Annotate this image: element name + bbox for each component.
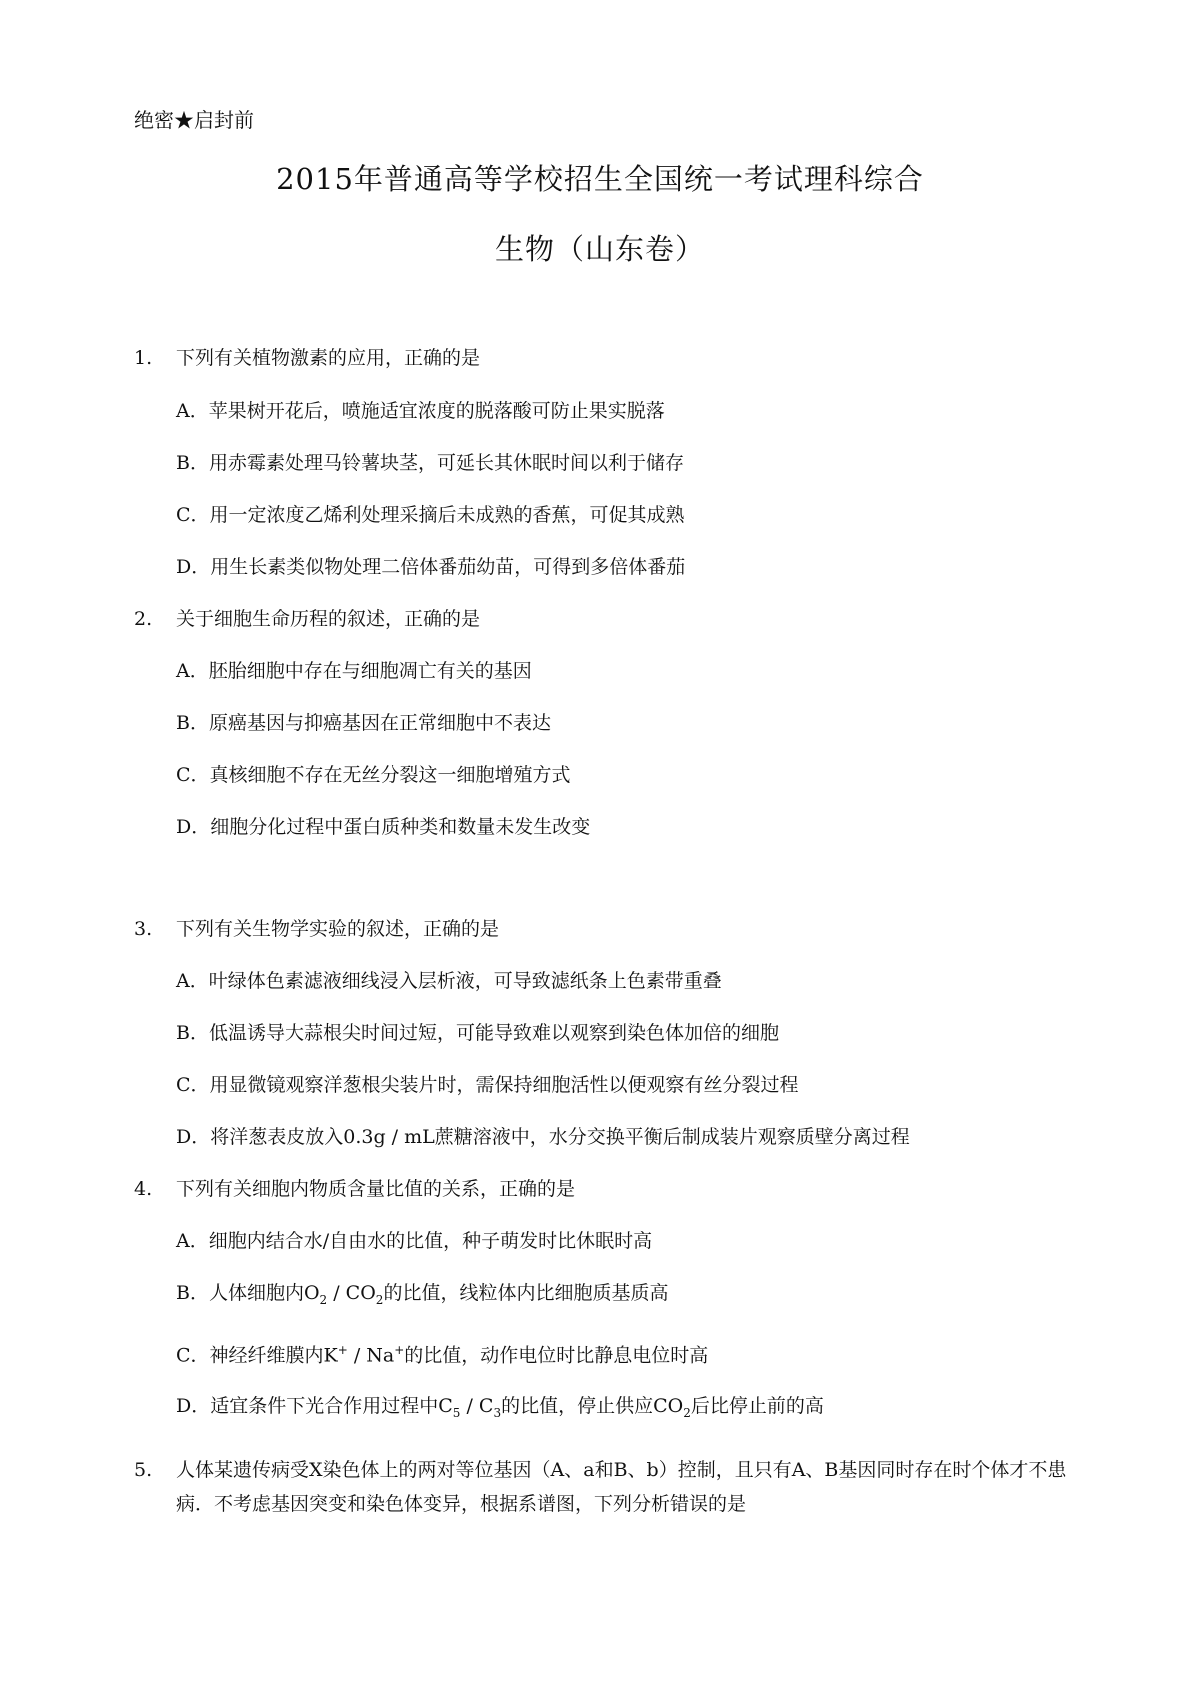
question-4-option-d — [176, 1393, 824, 1427]
question-1-option-c: C．用一定浓度乙烯利处理采摘后未成熟的香蕉，可促其成熟 — [176, 504, 685, 526]
subscript: 2 — [683, 1405, 691, 1420]
question-text: 关于细胞生命历程的叙述，正确的是 — [176, 608, 481, 630]
subscript: 2 — [375, 1292, 384, 1307]
confidential-label: 绝密★启封前 — [134, 108, 254, 132]
subscript: 5 — [452, 1405, 461, 1420]
question-2-option-a: A．胚胎细胞中存在与细胞凋亡有关的基因 — [176, 660, 532, 682]
question-3-option-b: B．低温诱导大蒜根尖时间过短，可能导致难以观察到染色体加倍的细胞 — [176, 1022, 779, 1044]
question-2-option-d: D．细胞分化过程中蛋白质种类和数量未发生改变 — [176, 816, 591, 838]
question-2-option-b: B．原癌基因与抑癌基因在正常细胞中不表达 — [176, 712, 551, 734]
question-1-option-a: A．苹果树开花后，喷施适宜浓度的脱落酸可防止果实脱落 — [176, 400, 665, 422]
question-5-stem — [134, 1453, 1084, 1521]
question-1-stem — [134, 345, 480, 372]
question-number: 1. — [134, 347, 153, 369]
question-text: 人体某遗传病受X染色体上的两对等位基因（A、a和B、b）控制，且只有A、B基因同时存在时个体才不患病．不考虑基因突变和染色体变异，根据系谱图，下列分析错误的是 — [176, 1459, 1067, 1515]
superscript: + — [394, 1343, 405, 1357]
question-4-stem — [134, 1176, 575, 1203]
question-1-option-b: B．用赤霉素处理马铃薯块茎，可延长其休眠时间以利于储存 — [176, 452, 684, 474]
exam-title: 2015年普通高等学校招生全国统一考试理科综合 — [276, 162, 924, 196]
question-3-option-c: C．用显微镜观察洋葱根尖装片时，需保持细胞活性以便观察有丝分裂过程 — [176, 1074, 799, 1096]
option-text: / C — [460, 1395, 494, 1417]
subscript: 2 — [319, 1292, 328, 1307]
question-4-option-b — [176, 1280, 668, 1314]
exam-subtitle: 生物（山东卷） — [494, 232, 705, 266]
question-text: 下列有关细胞内物质含量比值的关系，正确的是 — [176, 1178, 576, 1200]
question-4-option-c — [176, 1337, 708, 1369]
question-1-option-d: D．用生长素类似物处理二倍体番茄幼苗，可得到多倍体番茄 — [176, 556, 686, 578]
question-number: 3. — [134, 918, 153, 940]
question-2-option-c: C．真核细胞不存在无丝分裂这一细胞增殖方式 — [176, 764, 571, 786]
question-number: 2. — [134, 608, 153, 630]
option-text: 的比值，动作电位时比静息电位时高 — [404, 1344, 709, 1367]
superscript: + — [337, 1343, 348, 1357]
option-text: C．神经纤维膜内K — [176, 1344, 338, 1367]
option-text: D．适宜条件下光合作用过程中C — [176, 1395, 453, 1417]
question-3-option-a: A．叶绿体色素滤液细线浸入层析液，可导致滤纸条上色素带重叠 — [176, 970, 722, 992]
option-text: 的比值，线粒体内比细胞质基质高 — [383, 1282, 669, 1304]
question-2-stem — [134, 606, 480, 633]
option-text: / Na — [347, 1344, 395, 1367]
subscript: 3 — [493, 1405, 502, 1420]
question-3-option-d: D．将洋葱表皮放入0.3g / mL蔗糖溶液中，水分交换平衡后制成装片观察质壁分离过程 — [176, 1126, 910, 1148]
question-3-stem — [134, 916, 499, 943]
option-text: 的比值，停止供应CO — [501, 1395, 684, 1417]
question-4-option-a: A．细胞内结合水/自由水的比值，种子萌发时比休眠时高 — [176, 1230, 653, 1252]
question-text: 下列有关植物激素的应用，正确的是 — [176, 347, 481, 369]
option-text: / CO — [327, 1282, 376, 1304]
question-number: 4. — [134, 1178, 153, 1200]
question-text: 下列有关生物学实验的叙述，正确的是 — [176, 918, 500, 940]
option-text: B．人体细胞内O — [176, 1282, 320, 1304]
question-number: 5. — [134, 1459, 153, 1481]
option-text: 后比停止前的高 — [690, 1395, 824, 1417]
